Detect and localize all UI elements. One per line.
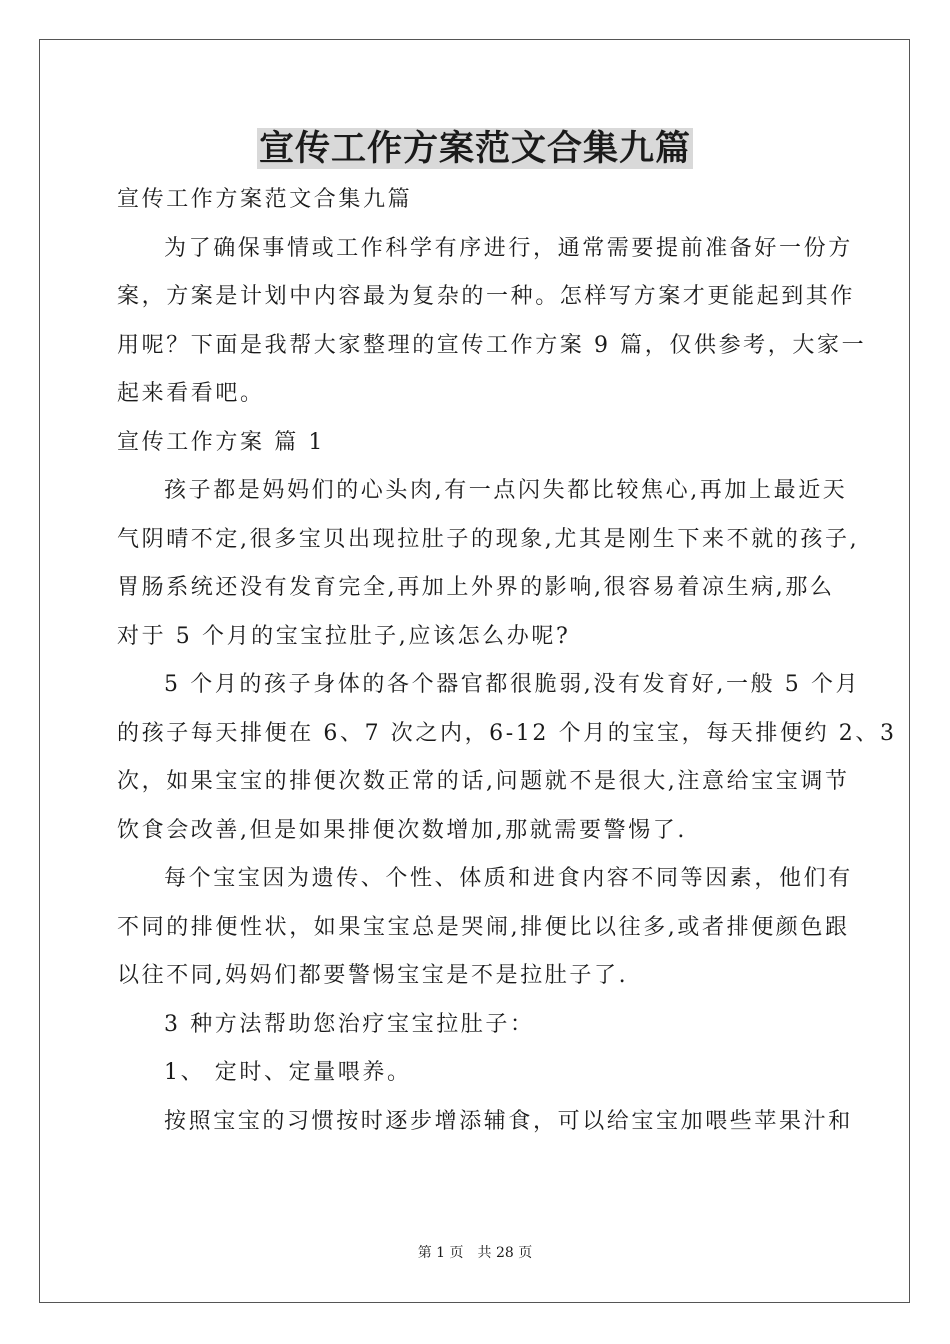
body-line: 胃肠系统还没有发育完全,再加上外界的影响,很容易着凉生病,那么 xyxy=(117,575,835,600)
body-line: 3 种方法帮助您治疗宝宝拉肚子： xyxy=(164,1011,535,1037)
body-line: 孩子都是妈妈们的心头肉,有一点闪失都比较焦心,再加上最近天 xyxy=(164,478,848,503)
document-body xyxy=(117,176,897,1146)
body-line: 宣传工作方案范文合集九篇 xyxy=(117,187,413,212)
body-line: 对于 5 个月的宝宝拉肚子,应该怎么办呢? xyxy=(117,623,571,649)
body-line: 为了确保事情或工作科学有序进行，通常需要提前准备好一份方 xyxy=(164,235,853,261)
body-line: 按照宝宝的习惯按时逐步增添辅食，可以给宝宝加喂些苹果汁和 xyxy=(164,1108,853,1134)
body-line: 以往不同,妈妈们都要警惕宝宝是不是拉肚子了. xyxy=(117,963,629,988)
page-number: 第 1 页 xyxy=(417,1245,464,1261)
body-line: 气阴晴不定,很多宝贝出现拉肚子的现象,尤其是刚生下来不就的孩子, xyxy=(117,526,860,552)
document-title xyxy=(0,124,950,174)
document-title-text: 宣传工作方案范文合集九篇 xyxy=(258,128,691,169)
body-line: 起来看看吧。 xyxy=(117,381,265,406)
body-line: 5 个月的孩子身体的各个器官都很脆弱,没有发育好,一般 5 个月 xyxy=(164,672,861,697)
body-line: 不同的排便性状，如果宝宝总是哭闹,排便比以往多,或者排便颜色跟 xyxy=(117,914,850,940)
body-line: 次，如果宝宝的排便次数正常的话,问题就不是很大,注意给宝宝调节 xyxy=(117,769,850,794)
body-line: 的孩子每天排便在 6、7 次之内，6-12 个月的宝宝，每天排便约 2、3 xyxy=(117,720,897,746)
list-item: 1、 定时、定量喂养。 xyxy=(164,1060,412,1085)
section-heading: 宣传工作方案 篇 1 xyxy=(117,429,325,455)
body-line: 饮食会改善,但是如果排便次数增加,那就需要警惕了. xyxy=(117,817,687,843)
body-line: 案，方案是计划中内容最为复杂的一种。怎样写方案才更能起到其作 xyxy=(117,284,856,309)
page-total: 共 28 页 xyxy=(477,1245,533,1261)
page-footer xyxy=(0,1243,950,1263)
body-line: 用呢？下面是我帮大家整理的宣传工作方案 9 篇，仅供参考，大家一 xyxy=(117,332,867,358)
body-line: 每个宝宝因为遗传、个性、体质和进食内容不同等因素，他们有 xyxy=(164,866,853,891)
